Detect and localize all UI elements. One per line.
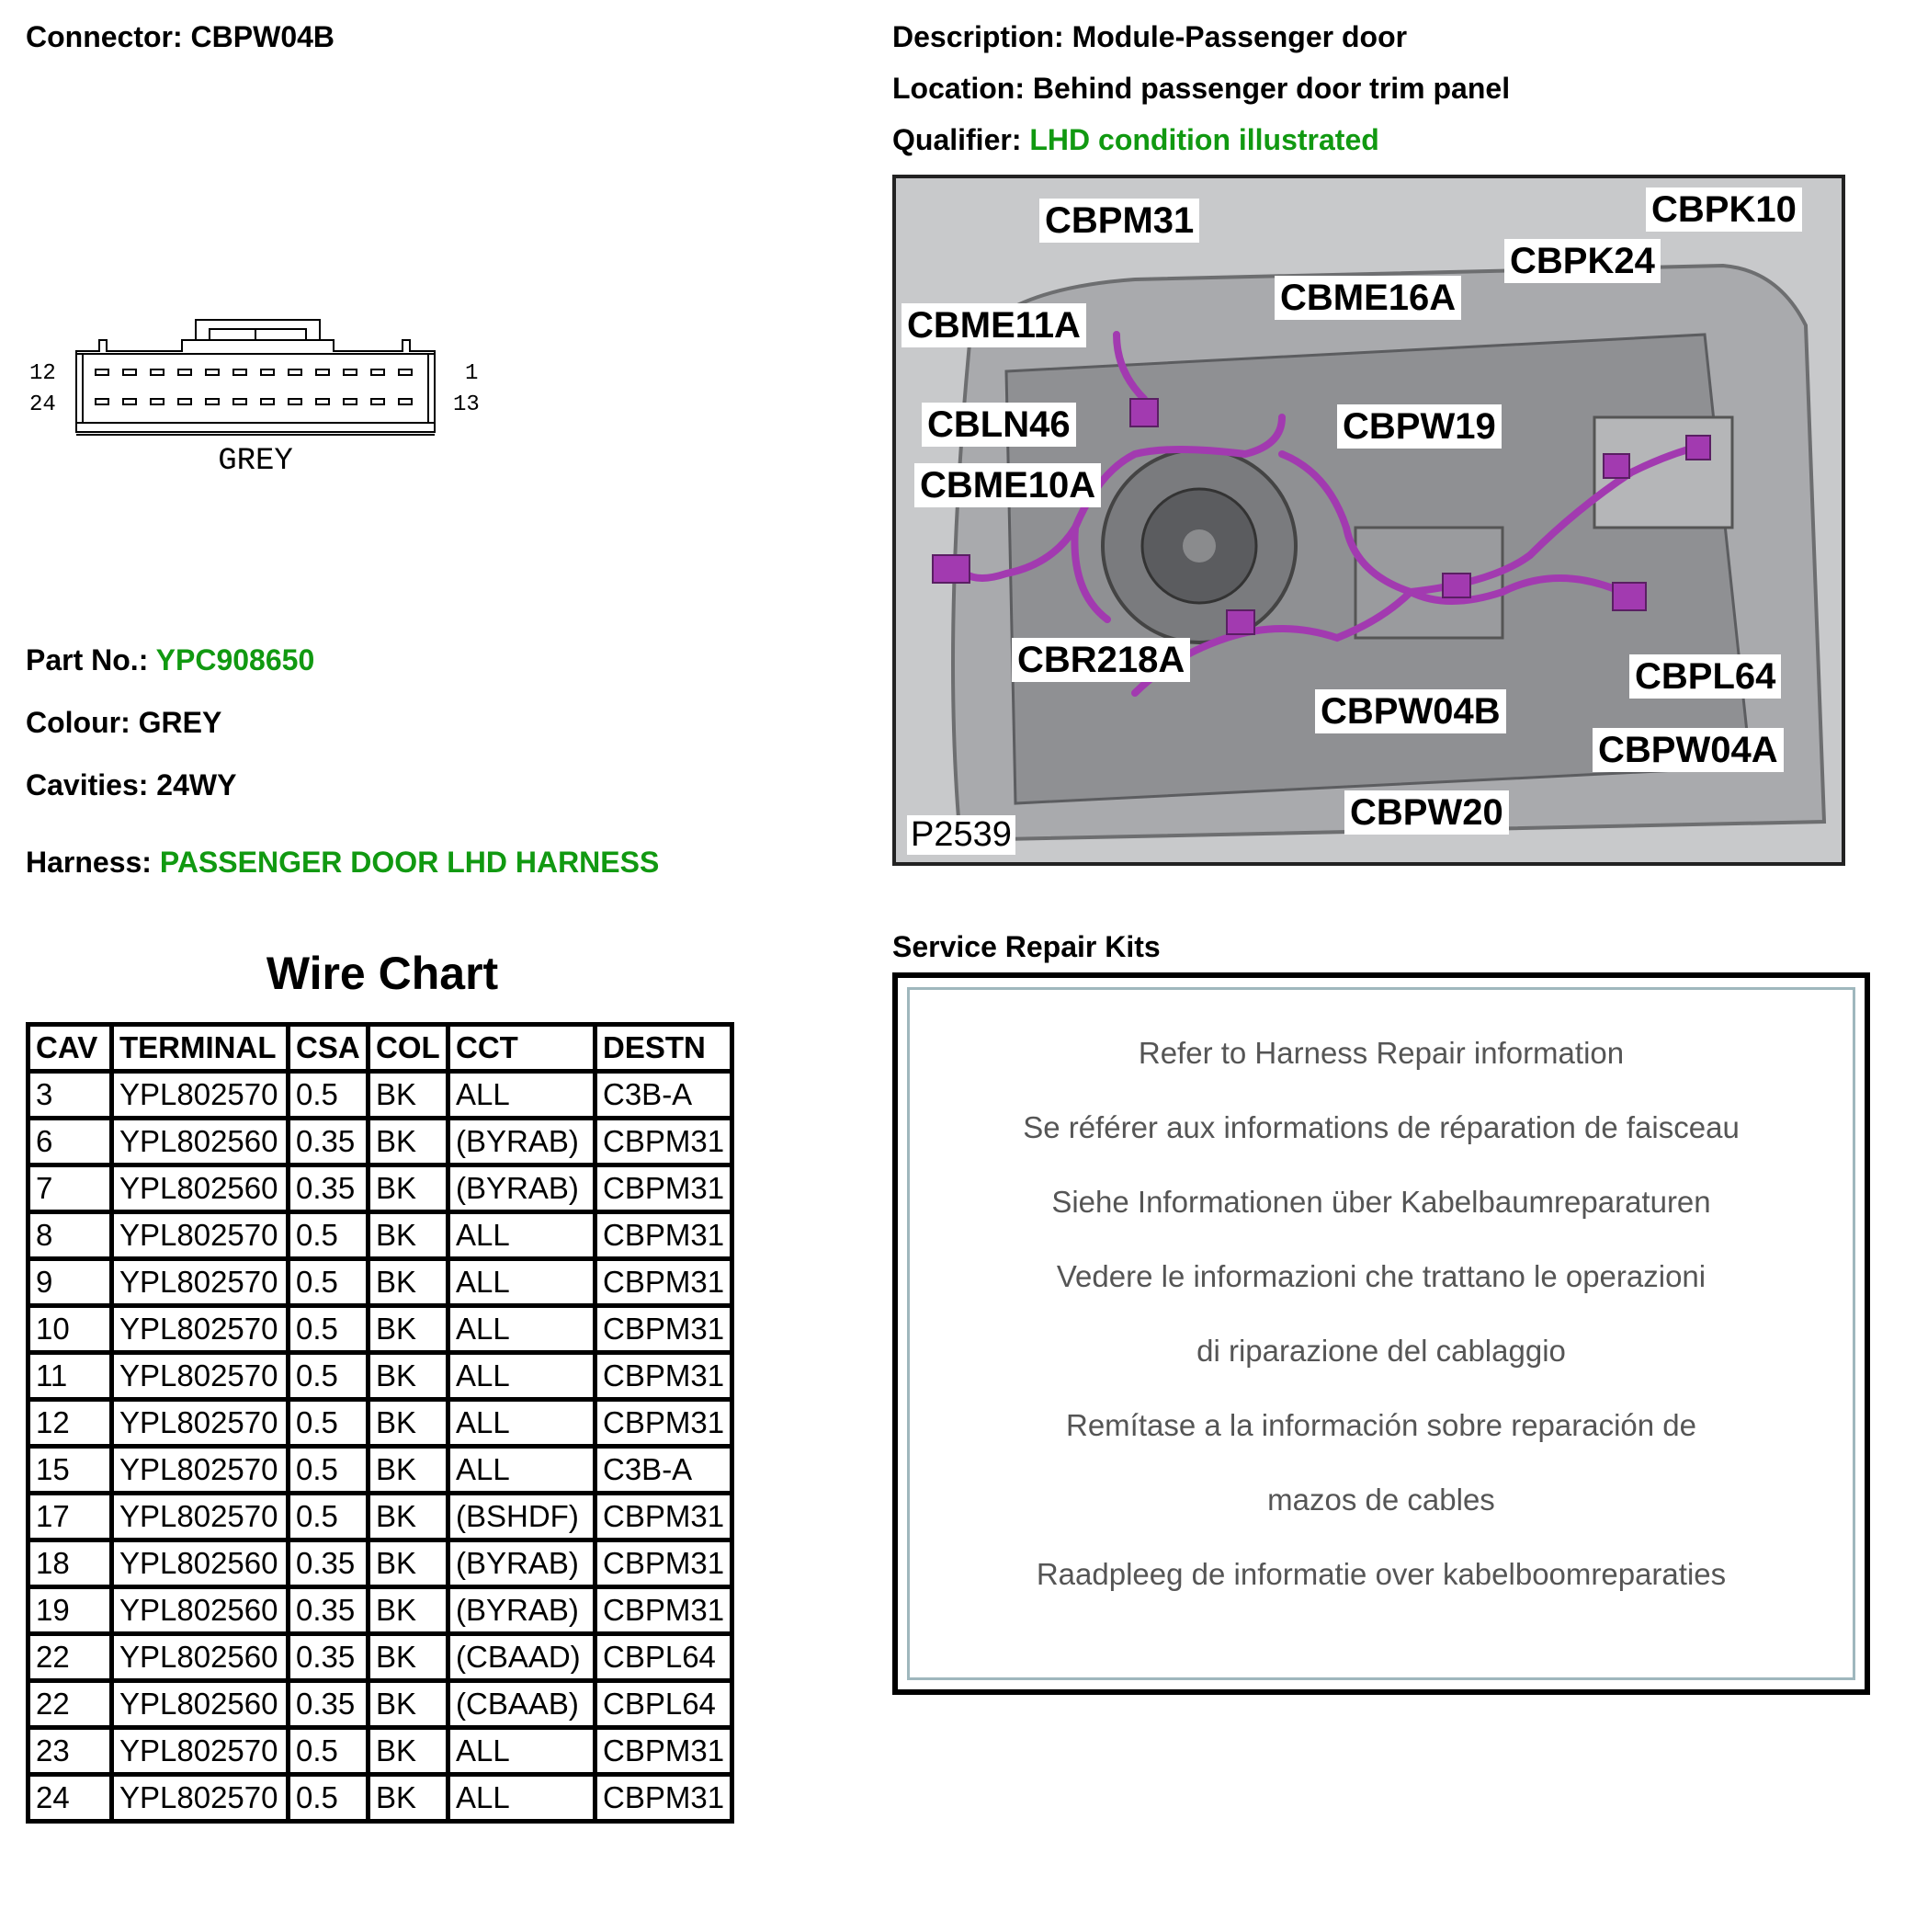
cell-cct: (BYRAB): [448, 1165, 595, 1212]
table-row: [28, 1447, 732, 1494]
pin-label-24: 24: [29, 392, 56, 417]
pin-slot: [371, 369, 384, 375]
pin-slot: [206, 399, 219, 404]
repair-info-line-de: Siehe Informationen über Kabelbaumreparaturen: [1051, 1185, 1711, 1219]
pin-label-1: 1: [465, 361, 479, 386]
cell-col: BK: [369, 1681, 448, 1728]
pin-slot: [399, 399, 412, 404]
cell-col: BK: [369, 1072, 448, 1119]
service-repair-kits-inner: [907, 987, 1855, 1680]
cell-destn: CBPL64: [595, 1634, 732, 1681]
cell-terminal: YPL802570: [112, 1447, 289, 1494]
callout-cbpw20: CBPW20: [1344, 790, 1509, 835]
pin-slot: [206, 369, 219, 375]
cavities: [26, 768, 236, 802]
cell-destn: CBPM31: [595, 1353, 732, 1400]
cell-destn: CBPL64: [595, 1681, 732, 1728]
harness-label: Harness:: [26, 846, 152, 879]
pin-slot: [151, 369, 164, 375]
cell-destn: C3B-A: [595, 1072, 732, 1119]
image-reference: P2539: [907, 815, 1015, 855]
cell-cav: 23: [28, 1728, 112, 1775]
door-illustration: [892, 175, 1845, 866]
cell-destn: CBPM31: [595, 1587, 732, 1634]
cell-terminal: YPL802570: [112, 1494, 289, 1540]
callout-cbme11a: CBME11A: [901, 303, 1086, 347]
connector-face-drawing: [26, 313, 504, 487]
repair-info-line-es-2: mazos de cables: [1267, 1483, 1495, 1517]
qualifier: [892, 123, 1379, 157]
cell-col: BK: [369, 1494, 448, 1540]
cell-cav: 17: [28, 1494, 112, 1540]
cell-cct: (CBAAB): [448, 1681, 595, 1728]
location: [892, 72, 1510, 106]
callout-cbpk10: CBPK10: [1646, 188, 1802, 232]
header-csa: CSA: [289, 1025, 369, 1072]
cell-terminal: YPL802570: [112, 1728, 289, 1775]
description: [892, 20, 1407, 54]
cell-cav: 15: [28, 1447, 112, 1494]
cell-csa: 0.5: [289, 1306, 369, 1353]
wire-chart-title: Wire Chart: [266, 948, 499, 999]
table-row: [28, 1540, 732, 1587]
cell-col: BK: [369, 1259, 448, 1306]
cell-cct: (BYRAB): [448, 1587, 595, 1634]
repair-info-line-es-1: Remítase a la información sobre reparación de: [1065, 1408, 1697, 1442]
connector-id: [26, 20, 335, 54]
pin-slot: [344, 369, 357, 375]
cell-csa: 0.5: [289, 1775, 369, 1822]
cell-destn: CBPM31: [595, 1212, 732, 1259]
cell-cav: 7: [28, 1165, 112, 1212]
cell-cct: ALL: [448, 1353, 595, 1400]
pin-slot: [371, 399, 384, 404]
callout-cbr218a: CBR218A: [1012, 638, 1190, 682]
repair-info-line-it-2: di riparazione del cablaggio: [1196, 1334, 1566, 1368]
cell-terminal: YPL802560: [112, 1634, 289, 1681]
location-value: Behind passenger door trim panel: [1032, 72, 1511, 105]
cell-cav: 22: [28, 1681, 112, 1728]
description-label: Description:: [892, 20, 1064, 53]
pin-slot: [316, 369, 329, 375]
pin-slot: [233, 399, 246, 404]
cell-destn: CBPM31: [595, 1494, 732, 1540]
cell-destn: CBPM31: [595, 1165, 732, 1212]
pin-slot: [178, 399, 191, 404]
callout-cbpm31: CBPM31: [1039, 199, 1199, 243]
table-row: [28, 1212, 732, 1259]
service-repair-kits-title: Service Repair Kits: [892, 930, 1161, 963]
cell-csa: 0.35: [289, 1165, 369, 1212]
cell-terminal: YPL802560: [112, 1540, 289, 1587]
table-row: [28, 1119, 732, 1165]
table-row: [28, 1587, 732, 1634]
pin-label-12: 12: [29, 361, 56, 386]
callout-cbpk24: CBPK24: [1504, 239, 1661, 283]
cell-destn: C3B-A: [595, 1447, 732, 1494]
table-row: [28, 1775, 732, 1822]
pin-slot: [233, 369, 246, 375]
pin-slot: [261, 399, 274, 404]
service-repair-kits-box: [892, 972, 1870, 1695]
cell-destn: CBPM31: [595, 1540, 732, 1587]
cell-terminal: YPL802570: [112, 1775, 289, 1822]
cell-cav: 19: [28, 1587, 112, 1634]
header-terminal: TERMINAL: [112, 1025, 289, 1072]
cell-col: BK: [369, 1540, 448, 1587]
cell-csa: 0.35: [289, 1587, 369, 1634]
cell-terminal: YPL802570: [112, 1212, 289, 1259]
cell-cav: 11: [28, 1353, 112, 1400]
cell-csa: 0.5: [289, 1494, 369, 1540]
description-value: Module-Passenger door: [1072, 20, 1408, 53]
cell-terminal: YPL802570: [112, 1072, 289, 1119]
cell-cct: (BYRAB): [448, 1540, 595, 1587]
repair-info-line-fr: Se référer aux informations de réparation de faisceau: [1023, 1110, 1740, 1144]
pin-slot: [96, 399, 108, 404]
cell-cav: 9: [28, 1259, 112, 1306]
repair-info-line-it-1: Vedere le informazioni che trattano le operazioni: [1056, 1259, 1707, 1293]
cell-destn: CBPM31: [595, 1400, 732, 1447]
part-number: [26, 643, 314, 677]
cell-cct: ALL: [448, 1072, 595, 1119]
connector-value: CBPW04B: [190, 20, 335, 53]
header-cct: CCT: [448, 1025, 595, 1072]
cell-terminal: YPL802570: [112, 1353, 289, 1400]
cell-destn: CBPM31: [595, 1728, 732, 1775]
cell-destn: CBPM31: [595, 1119, 732, 1165]
cell-cct: ALL: [448, 1212, 595, 1259]
cell-col: BK: [369, 1353, 448, 1400]
repair-info-line-en: Refer to Harness Repair information: [1138, 1036, 1625, 1070]
cell-col: BK: [369, 1119, 448, 1165]
cell-cct: ALL: [448, 1728, 595, 1775]
colour-label: Colour:: [26, 706, 130, 739]
pin-slot: [289, 369, 301, 375]
cell-col: BK: [369, 1306, 448, 1353]
cell-cav: 3: [28, 1072, 112, 1119]
cell-terminal: YPL802570: [112, 1400, 289, 1447]
cell-cct: ALL: [448, 1447, 595, 1494]
pin-slot: [344, 399, 357, 404]
table-row: [28, 1072, 732, 1119]
callout-cbpw19: CBPW19: [1337, 404, 1502, 449]
cell-csa: 0.35: [289, 1540, 369, 1587]
table-row: [28, 1259, 732, 1306]
connector-label: Connector:: [26, 20, 183, 53]
pin-slot: [151, 399, 164, 404]
part-number-label: Part No.:: [26, 643, 149, 676]
cell-csa: 0.35: [289, 1634, 369, 1681]
callout-cbpw04a: CBPW04A: [1593, 728, 1784, 772]
qualifier-label: Qualifier:: [892, 123, 1022, 156]
harness-value: PASSENGER DOOR LHD HARNESS: [159, 846, 660, 879]
cell-cct: (BYRAB): [448, 1119, 595, 1165]
pin-slot: [289, 399, 301, 404]
cell-csa: 0.5: [289, 1259, 369, 1306]
repair-info-line-nl: Raadpleeg de informatie over kabelboomreparaties: [1036, 1557, 1727, 1591]
pin-slot: [261, 369, 274, 375]
cell-cct: (BSHDF): [448, 1494, 595, 1540]
cell-cct: ALL: [448, 1775, 595, 1822]
cell-cav: 22: [28, 1634, 112, 1681]
cell-cav: 8: [28, 1212, 112, 1259]
cell-terminal: YPL802560: [112, 1119, 289, 1165]
cell-cav: 18: [28, 1540, 112, 1587]
wire-chart-table: [26, 1022, 734, 1824]
wire-chart-header-row: [28, 1025, 732, 1072]
harness: [26, 846, 659, 880]
pin-slot: [316, 399, 329, 404]
cell-col: BK: [369, 1165, 448, 1212]
table-row: [28, 1494, 732, 1540]
cell-col: BK: [369, 1400, 448, 1447]
cell-terminal: YPL802570: [112, 1259, 289, 1306]
cell-col: BK: [369, 1587, 448, 1634]
cell-csa: 0.35: [289, 1681, 369, 1728]
cell-terminal: YPL802560: [112, 1165, 289, 1212]
cell-col: BK: [369, 1775, 448, 1822]
cell-csa: 0.5: [289, 1447, 369, 1494]
pin-slot: [178, 369, 191, 375]
callout-cbpw04b: CBPW04B: [1315, 689, 1506, 733]
colour: [26, 706, 221, 740]
callout-cbme16a: CBME16A: [1275, 276, 1461, 320]
cell-destn: CBPM31: [595, 1775, 732, 1822]
table-row: [28, 1681, 732, 1728]
pin-slot: [123, 399, 136, 404]
table-row: [28, 1353, 732, 1400]
cell-col: BK: [369, 1447, 448, 1494]
cell-col: BK: [369, 1728, 448, 1775]
cell-cav: 12: [28, 1400, 112, 1447]
cell-cct: (CBAAD): [448, 1634, 595, 1681]
pin-label-13: 13: [453, 392, 480, 417]
callout-cbln46: CBLN46: [922, 403, 1076, 447]
location-label: Location:: [892, 72, 1025, 105]
table-row: [28, 1728, 732, 1775]
cell-cav: 10: [28, 1306, 112, 1353]
cell-cct: ALL: [448, 1400, 595, 1447]
cell-cct: ALL: [448, 1306, 595, 1353]
pin-slot: [399, 369, 412, 375]
cell-col: BK: [369, 1212, 448, 1259]
cavities-label: Cavities:: [26, 768, 149, 801]
cell-csa: 0.5: [289, 1353, 369, 1400]
qualifier-value: LHD condition illustrated: [1029, 123, 1379, 156]
table-row: [28, 1400, 732, 1447]
callout-cbpl64: CBPL64: [1629, 654, 1781, 699]
cell-csa: 0.35: [289, 1119, 369, 1165]
cell-csa: 0.5: [289, 1072, 369, 1119]
cell-cav: 24: [28, 1775, 112, 1822]
cell-cav: 6: [28, 1119, 112, 1165]
cell-csa: 0.5: [289, 1728, 369, 1775]
cell-terminal: YPL802560: [112, 1681, 289, 1728]
drawing-colour-label: GREY: [218, 444, 293, 479]
pin-slot: [96, 369, 108, 375]
cell-cct: ALL: [448, 1259, 595, 1306]
table-row: [28, 1634, 732, 1681]
table-row: [28, 1165, 732, 1212]
header-destn: DESTN: [595, 1025, 732, 1072]
part-number-value: YPC908650: [155, 643, 315, 676]
cell-destn: CBPM31: [595, 1259, 732, 1306]
cell-terminal: YPL802570: [112, 1306, 289, 1353]
pin-slot: [123, 369, 136, 375]
table-row: [28, 1306, 732, 1353]
cell-destn: CBPM31: [595, 1306, 732, 1353]
cell-csa: 0.5: [289, 1400, 369, 1447]
cell-terminal: YPL802560: [112, 1587, 289, 1634]
cell-csa: 0.5: [289, 1212, 369, 1259]
cell-col: BK: [369, 1634, 448, 1681]
header-cav: CAV: [28, 1025, 112, 1072]
cavities-value: 24WY: [156, 768, 237, 801]
colour-value: GREY: [138, 706, 222, 739]
callout-cbme10a: CBME10A: [914, 463, 1101, 507]
header-col: COL: [369, 1025, 448, 1072]
